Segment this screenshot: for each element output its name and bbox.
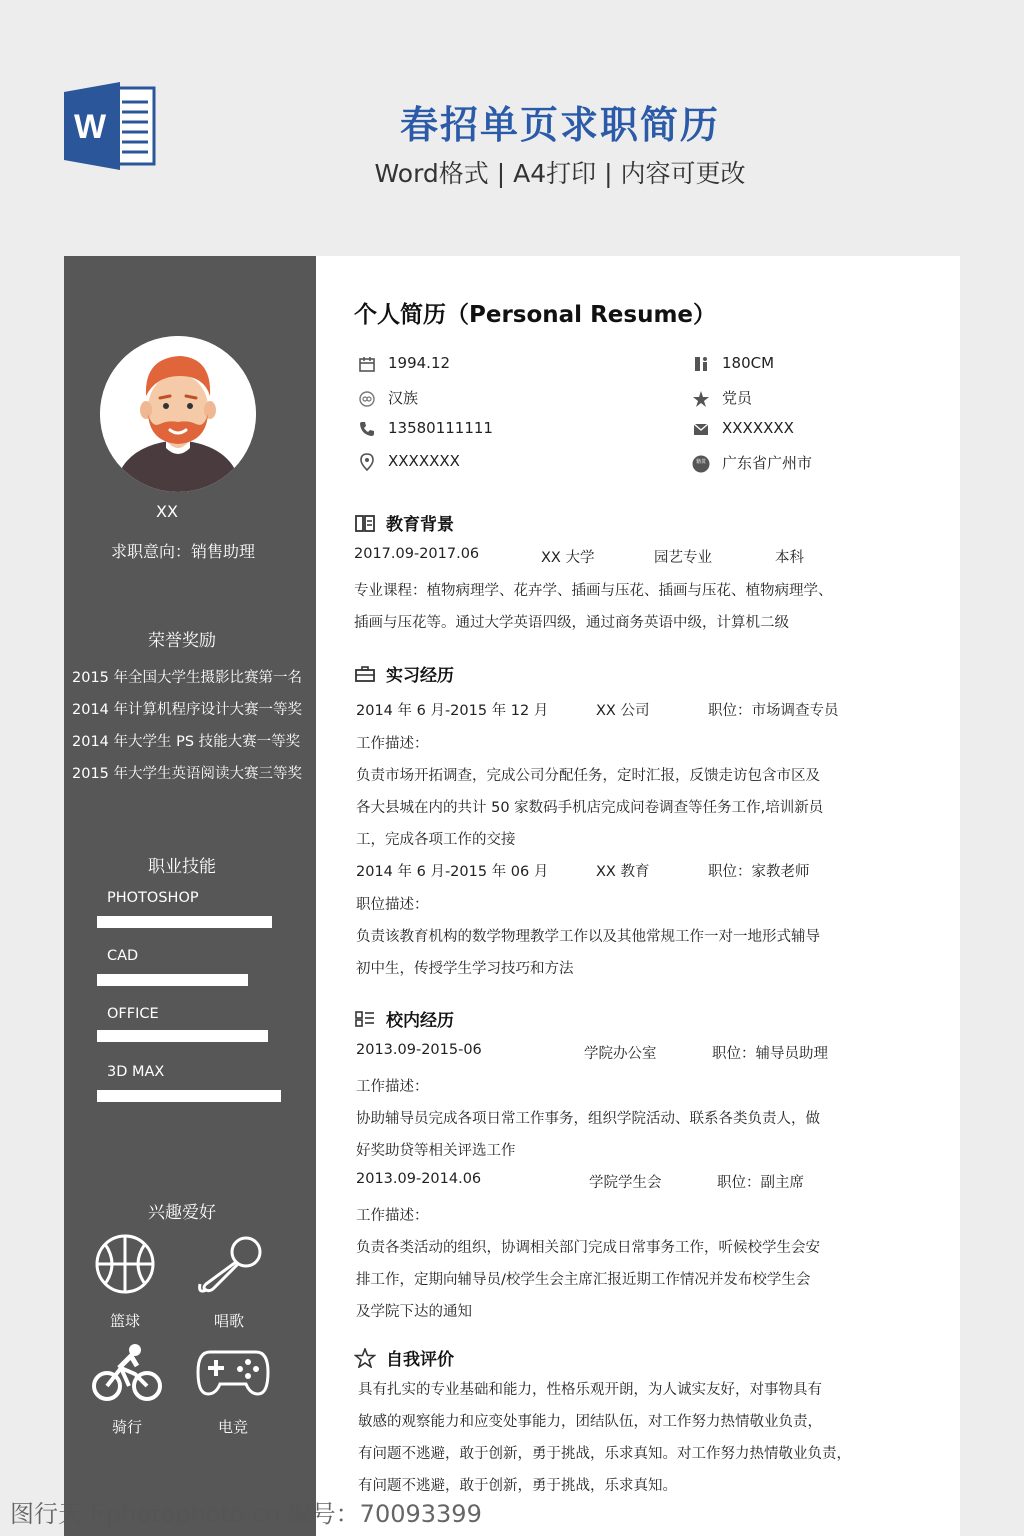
birth-value: 1994.12 <box>388 354 451 372</box>
campus-org: 学院学生会 <box>589 1175 662 1191</box>
ethnicity-value: 汉族 <box>388 389 419 407</box>
job-period: 2014 年 6 月-2015 年 12 月 <box>356 703 549 719</box>
education-heading <box>354 510 454 535</box>
self-eval-heading <box>354 1345 454 1370</box>
address-value: XXXXXXX <box>388 452 460 470</box>
campus-desc-line: 好奖助贷等相关评选工作 <box>356 1143 516 1159</box>
campus-heading <box>354 1006 454 1031</box>
job-desc-line: 各大县城在内的共计 50 家数码手机店完成问卷调查等任务工作,培训新员 <box>356 800 824 816</box>
height-icon <box>692 355 710 373</box>
hometown-value: 广东省广州市 <box>722 454 813 472</box>
self-eval-line: 敏感的观察能力和应变处事能力，团结队伍，对工作努力热情敬业负责， <box>358 1414 822 1430</box>
skill-bar-fill <box>97 916 272 928</box>
job-company: XX 公司 <box>596 703 650 719</box>
campus-position: 职位：副主席 <box>717 1175 804 1191</box>
basketball-icon <box>80 1234 170 1294</box>
skill-bar <box>97 1090 283 1102</box>
edu-courses-line: 专业课程：植物病理学、花卉学、插画与压花、插画与压花、植物病理学、 <box>354 583 833 599</box>
watermark: 图行天下photophoto.cn 编号：70093399 <box>10 1500 482 1528</box>
hobby-label: 篮球 <box>109 1312 140 1330</box>
skill-bar-fill <box>97 1030 268 1042</box>
campus-desc-line: 负责各类活动的组织，协调相关部门完成日常事务工作，听候校学生会安 <box>356 1240 820 1256</box>
skill-bar-fill <box>97 1090 281 1102</box>
self-eval-line: 有问题不逃避，敢于创新，勇于挑战，乐求真知。 <box>358 1478 677 1494</box>
word-logo-icon <box>64 82 156 170</box>
campus-period: 2013.09-2015-06 <box>356 1042 482 1058</box>
job-position: 职位：家教老师 <box>708 864 810 880</box>
campus-desc-label: 工作描述： <box>356 1079 429 1095</box>
award-item: 2014 年大学生 PS 技能大赛一等奖 <box>72 734 301 750</box>
page-title: 春招单页求职简历 <box>399 103 720 147</box>
job-position: 职位：市场调查专员 <box>708 703 839 719</box>
info-email <box>692 419 794 438</box>
briefcase-icon <box>354 664 376 684</box>
skill-label: CAD <box>107 948 139 964</box>
skill-bar <box>97 974 283 986</box>
job-company: XX 教育 <box>596 864 650 880</box>
campus-desc-label: 工作描述： <box>356 1208 429 1224</box>
cycling-icon <box>82 1342 172 1402</box>
phone-icon <box>358 420 376 438</box>
gamepad-icon <box>188 1342 278 1402</box>
award-item: 2015 年大学生英语阅读大赛三等奖 <box>72 766 303 782</box>
height-value: 180CM <box>722 354 775 372</box>
job-desc-line: 负责市场开拓调查，完成公司分配任务，定时汇报，反馈走访包含市区及 <box>356 768 820 784</box>
job-desc-line: 工，完成各项工作的交接 <box>356 832 516 848</box>
candidate-name: XX <box>156 502 178 521</box>
info-politics <box>692 387 752 408</box>
avatar <box>100 336 256 492</box>
info-hometown <box>692 452 812 473</box>
job-desc-label: 职位描述： <box>356 897 429 913</box>
skill-label: OFFICE <box>107 1006 159 1022</box>
book-icon <box>354 513 376 533</box>
mail-icon <box>692 420 710 438</box>
skill-bar-fill <box>97 974 248 986</box>
hobby-label: 骑行 <box>111 1418 142 1436</box>
email-value: XXXXXXX <box>722 419 794 437</box>
info-phone <box>358 419 493 438</box>
award-item: 2014 年计算机程序设计大赛一等奖 <box>72 702 303 718</box>
campus-desc-line: 协助辅导员完成各项日常工作事务，组织学院活动、联系各类负责人，做 <box>356 1111 820 1127</box>
svg-text:W: W <box>73 108 107 146</box>
location-pin-icon <box>358 453 376 471</box>
job-period: 2014 年 6 月-2015 年 06 月 <box>356 864 549 880</box>
main-content <box>316 256 960 1536</box>
star-icon <box>354 1348 376 1368</box>
campus-org: 学院办公室 <box>584 1046 657 1062</box>
edu-period: 2017.09-2017.06 <box>354 546 480 562</box>
hometown-badge-text: 籍贯 <box>695 459 706 465</box>
self-eval-line: 有问题不逃避，敢于创新，勇于挑战，乐求真知。对工作努力热情敬业负责， <box>358 1446 851 1462</box>
skill-label: 3D MAX <box>107 1064 165 1080</box>
internship-heading <box>354 661 454 686</box>
resume-title: 个人简历（Personal Resume） <box>354 302 717 328</box>
job-desc-line: 负责该教育机构的数学物理教学工作以及其他常规工作一对一地形式辅导 <box>356 929 820 945</box>
campus-title: 校内经历 <box>386 1011 454 1031</box>
microphone-icon <box>186 1234 276 1294</box>
edu-major: 园艺专业 <box>654 550 712 566</box>
campus-position: 职位：辅导员助理 <box>712 1046 828 1062</box>
info-height <box>692 354 774 373</box>
info-birth <box>358 354 450 373</box>
politics-value: 党员 <box>722 389 753 407</box>
campus-desc-line: 排工作，定期向辅导员/校学生会主席汇报近期工作情况并发布校学生会 <box>356 1272 811 1288</box>
party-star-icon <box>692 390 710 408</box>
skill-label: PHOTOSHOP <box>107 890 199 906</box>
campus-period: 2013.09-2014.06 <box>356 1171 482 1187</box>
calendar-icon <box>358 355 376 373</box>
job-desc-label: 工作描述： <box>356 736 429 752</box>
skills-heading: 职业技能 <box>148 857 216 877</box>
skill-bar <box>97 916 283 928</box>
internship-title: 实习经历 <box>386 666 454 686</box>
skill-bar <box>97 1030 283 1042</box>
self-eval-title: 自我评价 <box>386 1350 454 1370</box>
education-title: 教育背景 <box>386 515 454 535</box>
self-eval-line: 具有扎实的专业基础和能力，性格乐观开朗，为人诚实友好，对事物具有 <box>358 1382 822 1398</box>
phone-value: 13580111111 <box>388 419 493 437</box>
edu-degree: 本科 <box>775 550 804 566</box>
edu-school: XX 大学 <box>541 550 595 566</box>
awards-heading: 荣誉奖励 <box>148 631 216 651</box>
sidebar <box>64 256 316 1536</box>
campus-list-icon <box>354 1009 376 1029</box>
job-desc-line: 初中生，传授学生学习技巧和方法 <box>356 961 574 977</box>
info-address <box>358 452 460 471</box>
hobbies-heading: 兴趣爱好 <box>148 1203 216 1223</box>
page-subtitle: Word格式 | A4打印 | 内容可更改 <box>374 159 746 188</box>
resume-card <box>64 256 960 1536</box>
edu-courses-line: 插画与压花等。通过大学英语四级，通过商务英语中级，计算机二级 <box>354 615 789 631</box>
award-item: 2015 年全国大学生摄影比赛第一名 <box>72 670 303 686</box>
hobby-label: 电竞 <box>217 1418 248 1436</box>
job-intent: 求职意向：销售助理 <box>110 542 255 561</box>
ethnicity-icon <box>358 390 376 408</box>
campus-desc-line: 及学院下达的通知 <box>356 1304 472 1320</box>
hobby-label: 唱歌 <box>213 1312 244 1330</box>
info-ethnicity <box>358 387 418 408</box>
